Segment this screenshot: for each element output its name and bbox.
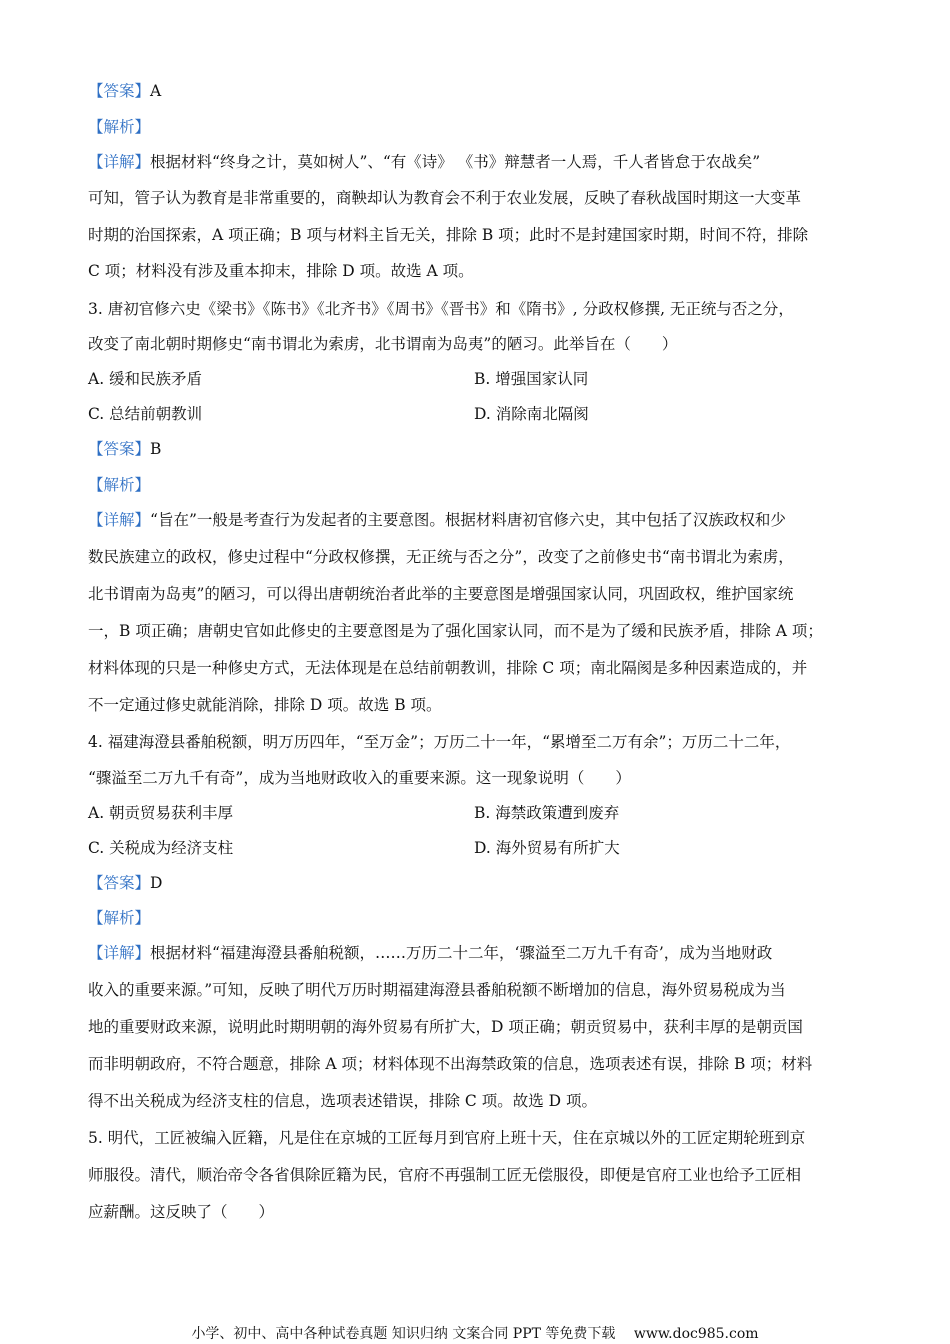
detail-line: 一，B 项正确；唐朝史官如此修史的主要意图是为了强化国家认同，而不是为了缓和民族矛盾，排除 A 项； — [88, 622, 823, 640]
detail-line: 【详解】根据材料“福建海澄县番舶税额，……万历二十二年，‘骤溢至二万九千有奇’，成为当地财政 — [88, 944, 773, 962]
detail-line: 地的重要财政来源，说明此时期明朝的海外贸易有所扩大，D 项正确；朝贡贸易中，获利丰厚的是朝贡国 — [88, 1018, 803, 1036]
analysis-tag: 【解析】 — [88, 476, 151, 494]
answer-tag: 【答案】 — [88, 874, 151, 892]
detail-line: 时期的治国探索，A 项正确；B 项与材料主旨无关，排除 B 项；此时不是封建国家时期，时间不符，排除 — [88, 226, 809, 244]
option-c: C. 关税成为经济支柱 — [88, 839, 234, 857]
question-stem: “骤溢至二万九千有奇”，成为当地财政收入的重要来源。这一现象说明（ ） — [88, 769, 631, 787]
answer-line — [88, 872, 162, 894]
question-stem: 师服役。清代，顺治帝令各省俱除匠籍为民，官府不再强制工匠无偿服役，即便是官府工业也给予工匠相 — [88, 1166, 802, 1184]
detail-line: 北书谓南为岛夷”的陋习，可以得出唐朝统治者此举的主要意图是增强国家认同，巩固政权，维护国家统 — [88, 585, 794, 603]
detail-line: C 项；材料没有涉及重本抑末，排除 D 项。故选 A 项。 — [88, 262, 474, 280]
question-stem: 5. 明代，工匠被编入匠籍，凡是住在京城的工匠每月到官府上班十天，住在京城以外的工匠定期轮班到京 — [88, 1129, 806, 1147]
detail-line: 【详解】根据材料“终身之计，莫如树人”、“有《诗》 《书》辩慧者一人焉，千人者皆怠于农战矣” — [88, 153, 761, 171]
detail-line: 材料体现的只是一种修史方式，无法体现是在总结前朝教训，排除 C 项；南北隔阂是多种因素造成的，并 — [88, 659, 808, 677]
answer-value: D — [150, 874, 163, 892]
detail-line: 得不出关税成为经济支柱的信息，选项表述错误，排除 C 项。故选 D 项。 — [88, 1092, 597, 1110]
detail-tag: 【详解】 — [88, 511, 151, 529]
answer-line — [88, 80, 161, 102]
detail-line: 收入的重要来源。”可知，反映了明代万历时期福建海澄县番舶税额不断增加的信息，海外贸易税成为当 — [88, 981, 786, 999]
page-footer[interactable]: 小学、初中、高中各种试卷真题 知识归纳 文案合同 PPT 等免费下载 www.doc985.com — [191, 1326, 759, 1342]
detail-line: 数民族建立的政权，修史过程中“分政权修撰，无正统与否之分”，改变了之前修史书“南书谓北为索虏， — [88, 548, 794, 566]
answer-tag: 【答案】 — [88, 82, 151, 100]
answer-value: B — [150, 440, 162, 458]
question-stem: 应薪酬。这反映了（ ） — [88, 1203, 275, 1221]
question-stem: 3. 唐初官修六史《梁书》《陈书》《北齐书》《周书》《晋书》和《隋书》, 分政权修撰, 无正统与否之分， — [88, 300, 794, 318]
option-d: D. 海外贸易有所扩大 — [474, 839, 620, 857]
answer-tag: 【答案】 — [88, 440, 151, 458]
analysis-tag: 【解析】 — [88, 909, 151, 927]
answer-line — [88, 438, 161, 460]
detail-tag: 【详解】 — [88, 153, 151, 171]
analysis-tag: 【解析】 — [88, 118, 151, 136]
detail-line: 【详解】“旨在”一般是考查行为发起者的主要意图。根据材料唐初官修六史，其中包括了汉族政权和少 — [88, 511, 786, 529]
detail-tag: 【详解】 — [88, 944, 151, 962]
question-stem: 改变了南北朝时期修史“南书谓北为索虏，北书谓南为岛夷”的陋习。此举旨在（ ） — [88, 335, 678, 353]
option-b: B. 增强国家认同 — [474, 370, 589, 388]
detail-line: 不一定通过修史就能消除，排除 D 项。故选 B 项。 — [88, 696, 442, 714]
detail-line: 可知，管子认为教育是非常重要的，商鞅却认为教育会不利于农业发展，反映了春秋战国时期这一大变革 — [88, 189, 802, 207]
answer-value: A — [150, 82, 162, 100]
detail-line: 而非明朝政府，不符合题意，排除 A 项；材料体现不出海禁政策的信息，选项表述有误，排除 B 项；材料 — [88, 1055, 813, 1073]
option-a: A. 朝贡贸易获利丰厚 — [88, 804, 234, 822]
option-a: A. 缓和民族矛盾 — [88, 370, 203, 388]
option-c: C. 总结前朝教训 — [88, 405, 203, 423]
question-stem: 4. 福建海澄县番舶税额，明万历四年，“至万金”；万历二十一年，“累增至二万有余”；万历二十二年， — [88, 733, 791, 751]
option-d: D. 消除南北隔阂 — [474, 405, 589, 423]
option-b: B. 海禁政策遭到废弃 — [474, 804, 620, 822]
